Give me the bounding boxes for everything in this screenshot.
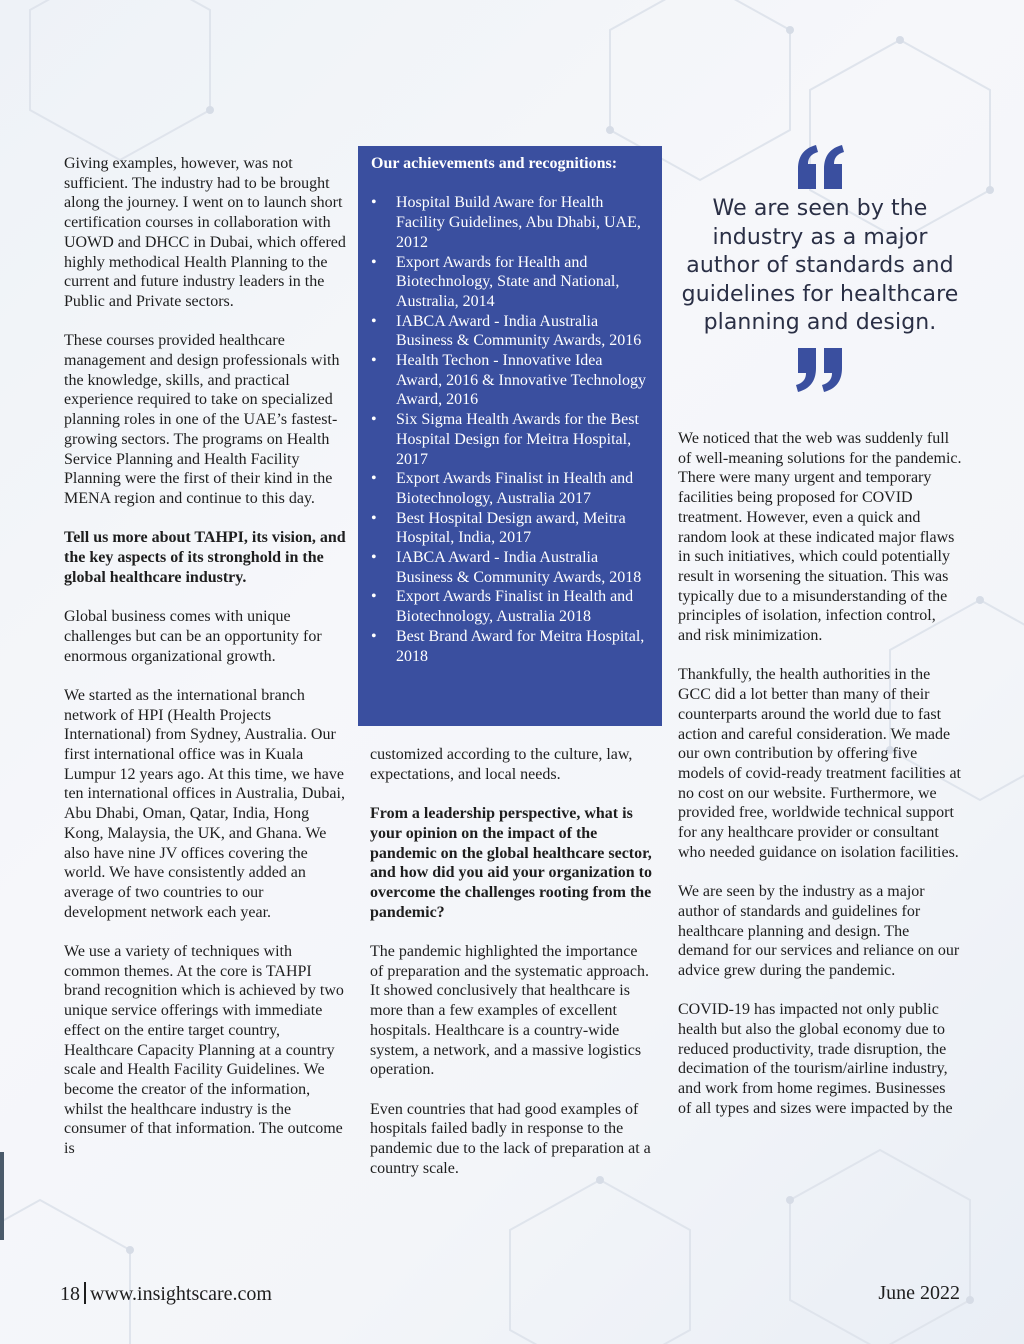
footer-separator	[84, 1282, 86, 1304]
open-quote-icon	[794, 145, 846, 189]
bullet-icon: •	[371, 253, 377, 271]
achievement-text: Export Awards Finalist in Health and Biotechnology, Australia 2017	[396, 470, 634, 507]
achievement-text: Health Techon - Innovative Idea Award, 2016 & Innovative Technology Award, 2016	[396, 352, 646, 409]
bullet-icon: •	[371, 411, 377, 429]
article-column-1	[64, 154, 348, 1178]
article-paragraph: Thankfully, the health authorities in the GCC did a lot better than many of their counterparts around the world due to fast action and careful consideration. We made our own contribution by offering five models of covid-ready treatment facilities at no cost on our website. Furthermore, we provided free, worldwide technical support for any healthcare provider or consultant who needed guidance on isolation facilities.	[678, 666, 961, 861]
achievement-text: Export Awards Finalist in Health and Biotechnology, Australia 2018	[396, 588, 634, 626]
article-column-3	[678, 429, 962, 1138]
interview-question: Tell us more about TAHPI, its vision, and the key aspects of its stronghold in the global healthcare industry.	[64, 529, 346, 586]
achievement-item	[371, 587, 650, 626]
article-paragraph: We noticed that the web was suddenly full of well-meaning solutions for the pandemic. There were many urgent and temporary facilities being proposed for COVID treatment. However, even a quick and random look at these indicated major flaws in such initiatives, which could potentially result in worsening the situation. This was typically due to a misunderstanding of the principles of isolation, infection control, and risk minimization.	[678, 430, 962, 645]
close-quote-icon	[794, 348, 846, 392]
website-link[interactable]: www.insightscare.com	[90, 1283, 272, 1305]
achievement-item	[371, 351, 650, 410]
achievement-item	[371, 410, 650, 469]
achievement-item	[371, 469, 650, 508]
achievements-heading: Our achievements and recognitions:	[371, 155, 618, 172]
article-paragraph: Even countries that had good examples of hospitals failed badly in response to the pandemic due to the lack of preparation at a country scale.	[370, 1100, 651, 1177]
achievement-item	[371, 509, 650, 548]
page-number: 18	[60, 1283, 80, 1305]
achievement-item	[371, 193, 650, 252]
interview-question: From a leadership perspective, what is your opinion on the impact of the pandemic on the global healthcare sector, and how did you aid your organization to overcome the challenges rooting from the pandemic?	[370, 805, 652, 921]
bullet-icon: •	[371, 509, 377, 527]
pull-quote-text: We are seen by the industry as a major author of standards and guidelines for healthcare planning and design.	[681, 196, 959, 335]
achievement-item	[371, 627, 650, 666]
article-paragraph: We started as the international branch network of HPI (Health Projects International) from Sydney, Australia. Our first international office was in Kuala Lumpur 12 years ago. At this time, we have ten international offices in Australia, Dubai, Abu Dhabi, Oman, Qatar, India, Hong Kong, Malaysia, the UK, and Ghana. We also have nine JV offices covering the world. We have consistently added an average of two countries to our development network each year.	[64, 686, 345, 921]
article-paragraph: customized according to the culture, law, expectations, and local needs.	[370, 746, 633, 783]
article-paragraph: Global business comes with unique challenges but can be an opportunity for enormous organizational growth.	[64, 608, 322, 665]
achievement-text: IABCA Award - India Australia Business & Community Awards, 2016	[396, 312, 642, 350]
article-paragraph: COVID-19 has impacted not only public health but also the global economy due to reduced productivity, trade disruption, the decimation of the tourism/airline industry, and work from home regimes. Businesses of all types and sizes were impacted by the	[678, 1001, 953, 1117]
bullet-icon: •	[371, 470, 377, 488]
achievement-text: Six Sigma Health Awards for the Best Hospital Design for Meitra Hospital, 2017	[396, 411, 639, 468]
pull-quote	[678, 145, 962, 392]
page-edge-mark	[0, 1152, 4, 1240]
achievement-text: Best Hospital Design award, Meitra Hospital, India, 2017	[396, 509, 626, 547]
footer-left	[60, 1282, 272, 1306]
achievement-text: Export Awards for Health and Biotechnology, State and National, Australia, 2014	[396, 253, 620, 310]
achievements-box	[358, 146, 662, 726]
achievement-item	[371, 312, 650, 351]
article-paragraph: The pandemic highlighted the importance of preparation and the systematic approach. It showed conclusively that healthcare is more than a few examples of excellent hospitals. Healthcare is a country-wide system, a network, and a massive logistics operation.	[370, 943, 649, 1079]
article-paragraph: These courses provided healthcare management and design professionals with the knowledge, skills, and practical experience required to take on specialized planning roles in one of the UAE’s fastest-growing sectors. The programs on Health Service Planning and Health Facility Planning were the first of their kind in the MENA region and continue to this day.	[64, 332, 340, 507]
article-paragraph: Giving examples, however, was not sufficient. The industry had to be brought along the journey. I went on to launch short certification courses in collaboration with UOWD and DHCC in Dubai, which offered highly methodical Health Planning to the current and future industry leaders in the Public and Private sectors.	[64, 155, 346, 310]
article-column-2	[370, 745, 654, 1198]
achievement-item	[371, 548, 650, 587]
achievements-list	[371, 193, 650, 666]
bullet-icon: •	[371, 627, 377, 645]
achievement-text: Best Brand Award for Meitra Hospital, 2018	[396, 627, 645, 665]
bullet-icon: •	[371, 549, 377, 567]
achievement-text: IABCA Award - India Australia Business & Community Awards, 2018	[396, 549, 642, 586]
achievement-item	[371, 253, 650, 312]
bullet-icon: •	[371, 194, 377, 212]
article-paragraph: We use a variety of techniques with common themes. At the core is TAHPI brand recognition which is achieved by two unique service offerings with immediate effect on the entire target country, Healthcare Capacity Planning at a country scale and Health Facility Guidelines. We become the creator of the information, whilst the healthcare industry is the consumer of that information. The outcome is	[64, 943, 344, 1158]
bullet-icon: •	[371, 352, 377, 370]
bullet-icon: •	[371, 312, 377, 330]
achievement-text: Hospital Build Aware for Health Facility Guidelines, Abu Dhabi, UAE, 2012	[396, 194, 641, 251]
issue-date: June 2022	[878, 1282, 960, 1304]
bullet-icon: •	[371, 588, 377, 606]
article-paragraph: We are seen by the industry as a major author of standards and guidelines for healthcare planning and design. The demand for our services and reliance on our advice grew during the pandemic.	[678, 883, 960, 979]
